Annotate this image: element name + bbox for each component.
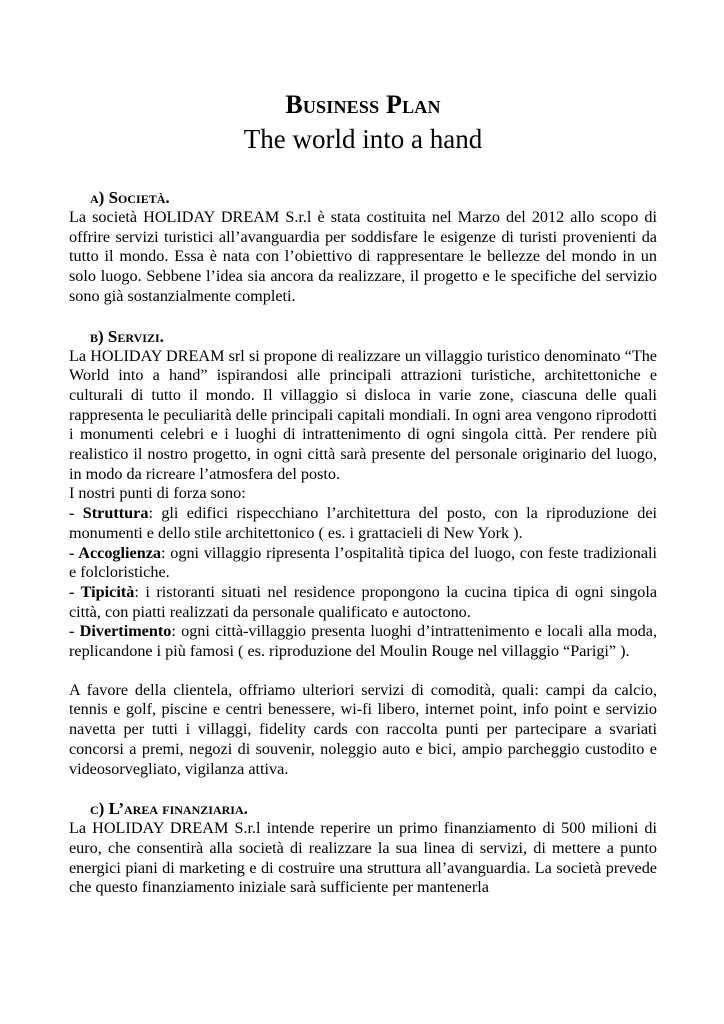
point-text: : ogni villaggio ripresenta l’ospitalità tipica del luogo, con feste tradizionali e folcloristiche. bbox=[69, 543, 657, 582]
section-b-extra-services: A favore della clientela, offriamo ulteriori servizi di comodità, quali: campi da calcio, tennis e golf, piscine e centri benessere, wi-fi libero, internet point, info point e servizio navetta per tutti i villaggi, fidelity cards con raccolta punti per partecipare a svariati concorsi a premi, negozi di souvenir, noleggio auto e bici, ampio parcheggio custodito e videosorvegliato, vigilanza attiva. bbox=[69, 680, 657, 778]
title-block bbox=[69, 88, 657, 156]
section-b-letter: b) bbox=[90, 326, 104, 346]
point-text: : gli edifici rispecchiano l’architettura del posto, con la riproduzione dei monumenti e dello stile architettonico ( es. i grattacieli di New York ). bbox=[69, 504, 658, 542]
point-label: Tipicità bbox=[80, 582, 135, 601]
point-tipicita bbox=[69, 583, 657, 622]
section-c-heading bbox=[90, 799, 657, 819]
point-struttura bbox=[69, 504, 657, 543]
document-page bbox=[69, 88, 657, 898]
section-b-title: Servizi. bbox=[107, 326, 164, 346]
point-accoglienza bbox=[69, 544, 657, 583]
section-a-letter: a) bbox=[90, 188, 105, 207]
section-c-letter: c) bbox=[90, 799, 105, 819]
section-a-paragraph: La società HOLIDAY DREAM S.r.l è stata costituita nel Marzo del 2012 allo scopo di offrire servizi turistici all’avanguardia per soddisfare le esigenze di turisti provenienti da tutto il mondo. Essa è nata con l’obiettivo di rappresentare le bellezze del mondo in un solo luogo. Sebbene l’idea sia ancora da realizzare, il progetto e le specifiche del servizio sono già sostanzialmente completi. bbox=[69, 208, 657, 305]
document-title: Business Plan bbox=[285, 90, 441, 119]
bullet-dash: - bbox=[69, 582, 81, 601]
document-subtitle: The world into a hand bbox=[243, 124, 483, 154]
section-b-intro: La HOLIDAY DREAM srl si propone di realizzare un villaggio turistico denominato “The World into a hand” ispirandosi alle principali attrazioni turistiche, architettoniche e culturali di tutto il mondo. Il villaggio si disloca in varie zone, ciascuna delle quali rappresenta le peculiarità delle principali capitali mondiali. In ogni area vengono riprodotti i monumenti celebri e i luoghi di intrattenimento di ogni singola città. Per rendere più realistico il nostro progetto, in ogni città sarà presente del personale originario del luogo, in modo da ricreare l’atmosfera del posto. bbox=[69, 346, 657, 483]
section-c-title: L’area finanziaria. bbox=[108, 799, 248, 819]
point-divertimento bbox=[69, 622, 657, 661]
point-text: : ogni città-villaggio presenta luoghi d’intrattenimento e locali alla moda, replicandone i più famosi ( es. riproduzione del Moulin Rouge nel villaggio “Parigi” ). bbox=[69, 622, 657, 661]
point-label: Divertimento bbox=[79, 622, 172, 641]
section-b-heading bbox=[90, 327, 657, 347]
points-intro: I nostri punti di forza sono: bbox=[69, 484, 246, 503]
bullet-dash: - bbox=[69, 504, 83, 523]
bullet-dash: - bbox=[69, 543, 79, 562]
point-text: : i ristoranti situati nel residence propongono la cucina tipica di ogni singola città, con piatti realizzati da personale qualificato e autoctono. bbox=[69, 582, 657, 621]
bullet-dash: - bbox=[69, 622, 80, 641]
point-label: Struttura bbox=[82, 504, 149, 523]
point-label: Accoglienza bbox=[78, 543, 161, 562]
section-c-paragraph: La HOLIDAY DREAM S.r.l intende reperire un primo finanziamento di 500 milioni di euro, che consentirà alla società di realizzare la sua linea di servizi, di mettere a punto energici piani di marketing e di costruire una struttura all’avanguardia. La società prevede che questo finanziamento iniziale sarà sufficiente per mantenerla bbox=[69, 819, 657, 897]
section-a-heading bbox=[90, 188, 657, 208]
section-a-title: Società. bbox=[108, 188, 170, 207]
